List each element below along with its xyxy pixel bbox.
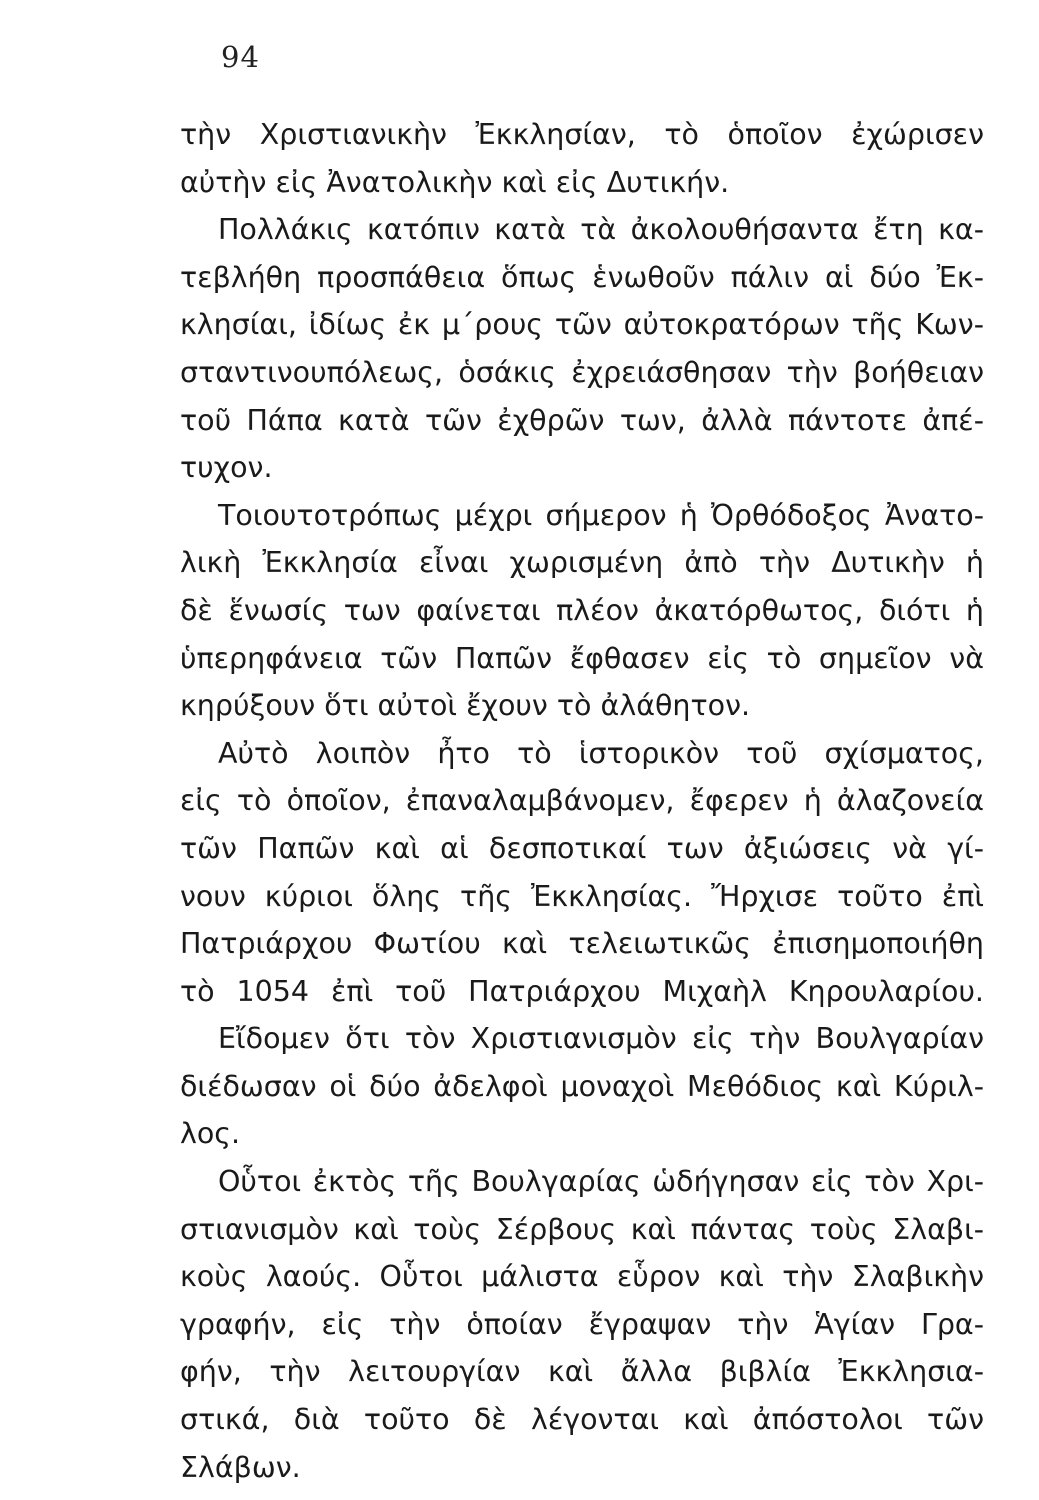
- text-line: Τοιουτοτρόπως μέχρι σήμερον ἡ Ὀρθόδοξος Ἀνατο-: [218, 498, 984, 532]
- text-line: τεβλήθη προσπάθεια ὅπως ἑνωθοῦν πάλιν αἱ δύο Ἐκ-: [180, 260, 984, 294]
- text-line: λικὴ Ἐκκλησία εἶναι χωρισμένη ἀπὸ τὴν Δυτικὴν ἡ: [180, 546, 984, 580]
- text-line: στιανισμὸν καὶ τοὺς Σέρβους καὶ πάντας τοὺς Σλαβι-: [180, 1212, 984, 1246]
- page-number: 94: [221, 40, 260, 74]
- text-line: νουν κύριοι ὅλης τῆς Ἐκκλησίας. Ἤρχισε τοῦτο ἐπὶ: [180, 879, 984, 913]
- text-line: κοὺς λαούς. Οὗτοι μάλιστα εὗρον καὶ τὴν Σλαβικὴν: [180, 1260, 984, 1294]
- text-line: τὴν Χριστιανικὴν Ἐκκλησίαν, τὸ ὁποῖον ἐχώρισεν: [180, 118, 984, 151]
- text-line: κηρύξουν ὅτι αὐτοὶ ἔχουν τὸ ἀλάθητον.: [180, 689, 751, 723]
- text-line: Οὗτοι ἐκτὸς τῆς Βουλγαρίας ὡδήγησαν εἰς τὸν Χρι-: [218, 1165, 984, 1199]
- text-line: αὐτὴν εἰς Ἀνατολικὴν καὶ εἰς Δυτικήν.: [180, 165, 730, 199]
- text-line: Αὐτὸ λοιπὸν ἦτο τὸ ἱστορικὸν τοῦ σχίσματος,: [218, 736, 984, 770]
- text-line: ὑπερηφάνεια τῶν Παπῶν ἔφθασεν εἰς τὸ σημεῖον νὰ: [180, 641, 984, 675]
- text-line: διέδωσαν οἱ δύο ἀδελφοὶ μοναχοὶ Μεθόδιος καὶ Κύριλ-: [180, 1069, 984, 1103]
- text-line: κλησίαι, ἰδίως ἐκ μ΄ρους τῶν αὐτοκρατόρων τῆς Κων-: [180, 308, 984, 342]
- text-line: δὲ ἕνωσίς των φαίνεται πλέον ἀκατόρθωτος, διότι ἡ: [180, 593, 984, 627]
- text-line: τὸ 1054 ἐπὶ τοῦ Πατριάρχου Μιχαὴλ Κηρουλαρίου.: [180, 974, 984, 1008]
- text-line: Πατριάρχου Φωτίου καὶ τελειωτικῶς ἐπισημοποιήθη: [180, 927, 984, 961]
- text-line: Σλάβων.: [180, 1450, 301, 1484]
- text-line: γραφήν, εἰς τὴν ὁποίαν ἔγραψαν τὴν Ἁγίαν Γρα-: [180, 1307, 984, 1341]
- text-line: φήν, τὴν λειτουργίαν καὶ ἄλλα βιβλία Ἐκκλησια-: [180, 1355, 984, 1389]
- body-text: [180, 111, 984, 1491]
- text-line: εἰς τὸ ὁποῖον, ἐπαναλαμβάνομεν, ἔφερεν ἡ ἀλαζονεία: [180, 784, 984, 818]
- text-line: τυχον.: [180, 451, 273, 485]
- text-line: λος.: [180, 1117, 241, 1151]
- text-line: τοῦ Πάπα κατὰ τῶν ἐχθρῶν των, ἀλλὰ πάντοτε ἀπέ-: [180, 403, 984, 437]
- text-line: τῶν Παπῶν καὶ αἱ δεσποτικαί των ἀξιώσεις νὰ γί-: [180, 831, 984, 865]
- text-line: Πολλάκις κατόπιν κατὰ τὰ ἀκολουθήσαντα ἔτη κα-: [218, 213, 984, 247]
- text-line: στικά, διὰ τοῦτο δὲ λέγονται καὶ ἀπόστολοι τῶν: [180, 1403, 984, 1437]
- text-line: Εἴδομεν ὅτι τὸν Χριστιανισμὸν εἰς τὴν Βουλγαρίαν: [218, 1022, 984, 1056]
- text-line: σταντινουπόλεως, ὁσάκις ἐχρειάσθησαν τὴν βοήθειαν: [180, 355, 984, 389]
